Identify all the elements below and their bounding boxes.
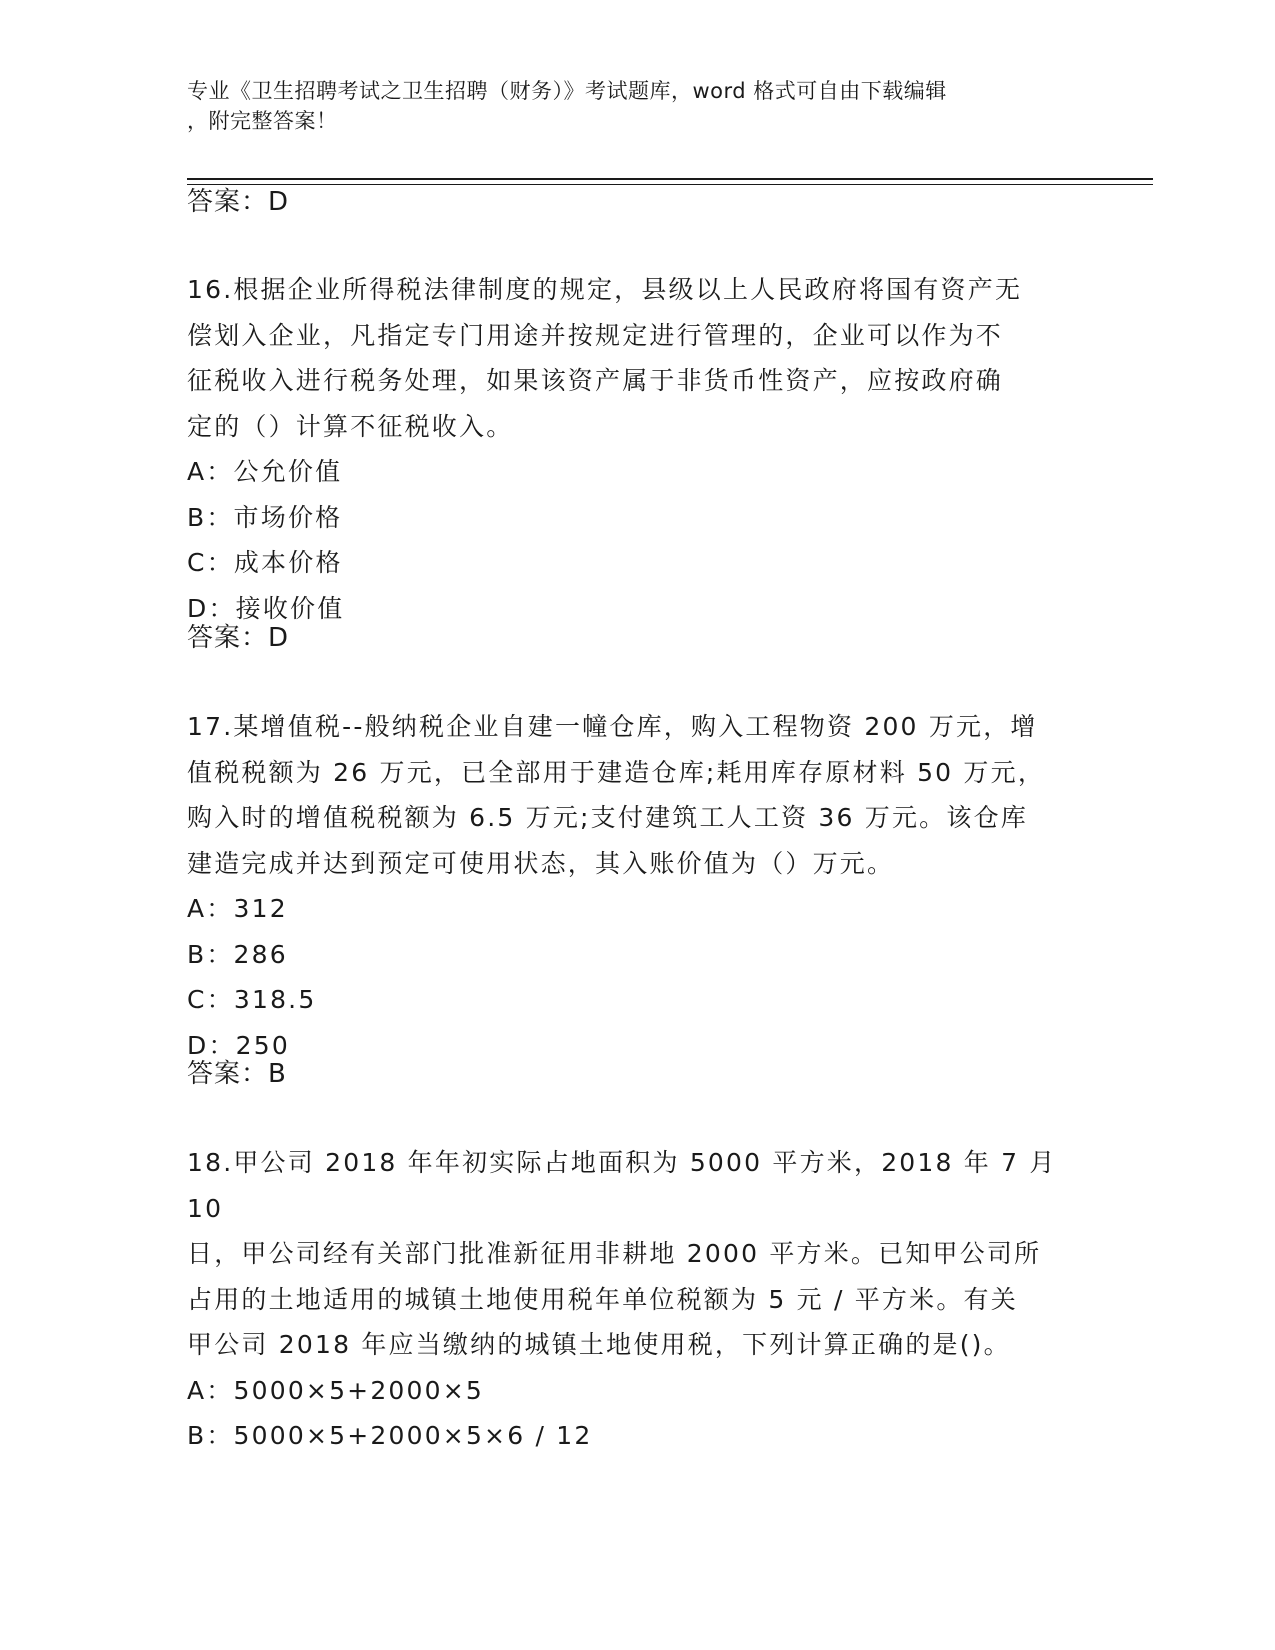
question-line: 17.某增值税--般纳税企业自建一幢仓库，购入工程物资 200 万元，增	[187, 712, 1038, 741]
question-line: 购入时的增值税税额为 6.5 万元;支付建筑工人工资 36 万元。该仓库	[187, 803, 1028, 832]
answer-17: 答案：B	[187, 1059, 287, 1089]
question-line: 占用的土地适用的城镇土地使用税年单位税额为 5 元 / 平方米。有关	[187, 1284, 1018, 1314]
question-line: 甲公司 2018 年应当缴纳的城镇土地使用税，下列计算正确的是()。	[187, 1330, 1011, 1359]
question-line: 18.甲公司 2018 年年初实际占地面积为 5000 平方米，2018 年 7 月 10	[187, 1148, 1057, 1223]
option-d: D：接收价值	[187, 593, 345, 623]
question-text	[187, 1140, 1067, 1368]
question-16	[187, 267, 1067, 631]
question-line: 16.根据企业所得税法律制度的规定，县级以上人民政府将国有资产无	[187, 275, 1023, 304]
question-17	[187, 704, 1067, 1068]
question-text	[187, 267, 1067, 449]
header-rule-thick	[187, 178, 1153, 180]
option-a: A：公允价值	[187, 457, 343, 486]
option-a: A：5000×5+2000×5	[187, 1375, 485, 1405]
option-b: B：286	[187, 939, 288, 969]
question-line: 值税税额为 26 万元，已全部用于建造仓库;耗用库存原材料 50 万元，	[187, 757, 1046, 787]
header-line-2: ，附完整答案！	[187, 109, 338, 133]
question-line: 偿划入企业，凡指定专门用途并按规定进行管理的，企业可以作为不	[187, 320, 1004, 350]
answer-16: 答案：D	[187, 623, 290, 653]
previous-answer: 答案：D	[187, 187, 290, 217]
header-line-1: 专业《卫生招聘考试之卫生招聘（财务）》考试题库，word 格式可自由下载编辑	[187, 79, 947, 103]
option-b: B：5000×5+2000×5×6 / 12	[187, 1421, 593, 1450]
question-line: 征税收入进行税务处理，如果该资产属于非货币性资产，应按政府确	[187, 366, 1004, 395]
question-line: 日，甲公司经有关部门批准新征用非耕地 2000 平方米。已知甲公司所	[187, 1239, 1042, 1268]
option-c: C：成本价格	[187, 548, 343, 577]
option-c: C：318.5	[187, 985, 317, 1014]
header-rule-thin	[187, 184, 1153, 185]
question-18	[187, 1140, 1067, 1459]
document-header	[187, 76, 1087, 136]
question-line: 建造完成并达到预定可使用状态，其入账价值为（）万元。	[187, 848, 895, 878]
question-text	[187, 704, 1067, 886]
option-a: A：312	[187, 894, 288, 923]
option-b: B：市场价格	[187, 502, 343, 532]
option-d: D：250	[187, 1030, 290, 1060]
question-line: 定的（）计算不征税收入。	[187, 411, 514, 441]
